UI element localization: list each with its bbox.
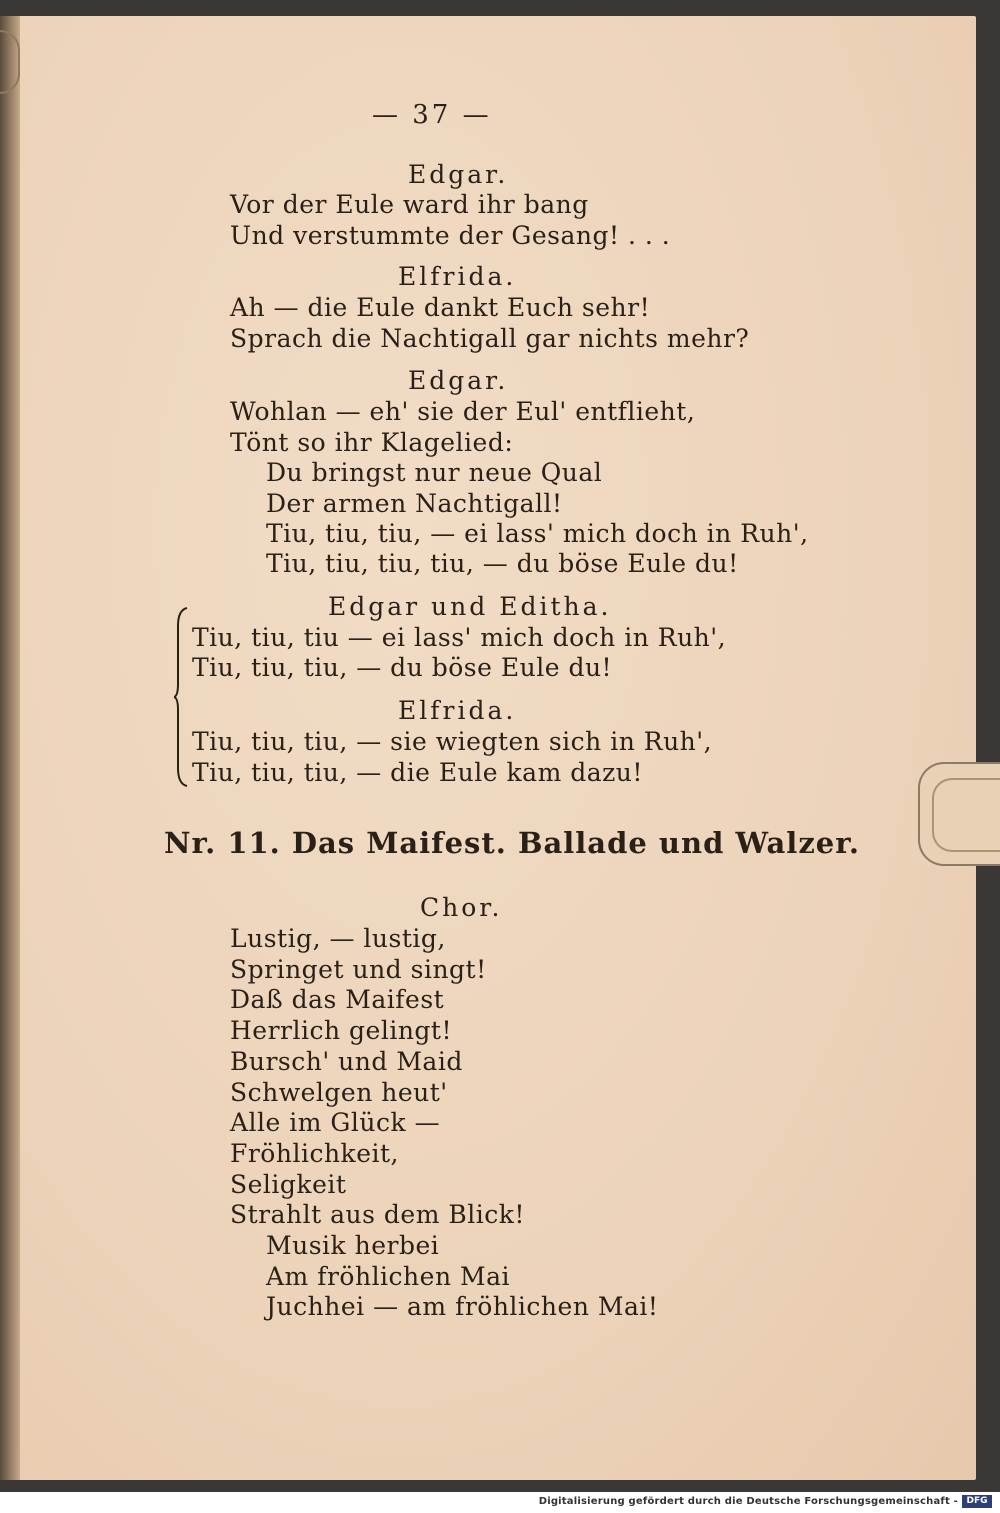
verse-line: Daß das Maifest <box>230 985 445 1014</box>
verse-line: Tiu, tiu, tiu, — du böse Eule du! <box>192 653 613 682</box>
verse-line: Bursch' und Maid <box>230 1047 463 1076</box>
page-clip-inner <box>932 778 1000 852</box>
verse-line: Musik herbei <box>266 1231 440 1260</box>
speaker-label: Edgar. <box>408 160 509 189</box>
speaker-label: Elfrida. <box>398 262 517 291</box>
verse-line: Sprach die Nachtigall gar nichts mehr? <box>230 324 750 353</box>
footer-bar <box>0 1492 1000 1513</box>
verse-line: Tönt so ihr Klagelied: <box>230 428 514 457</box>
speaker-label: Elfrida. <box>398 696 517 725</box>
curly-brace <box>174 606 188 788</box>
speaker-label: Chor. <box>420 893 503 922</box>
verse-line: Schwelgen heut' <box>230 1078 448 1107</box>
verse-line: Alle im Glück — <box>230 1108 441 1137</box>
dfg-logo: DFG <box>962 1495 992 1508</box>
verse-line: Juchhei — am fröhlichen Mai! <box>266 1292 659 1321</box>
verse-line: Strahlt aus dem Blick! <box>230 1200 525 1229</box>
speaker-label: Edgar. <box>408 366 509 395</box>
verse-line: Tiu, tiu, tiu, tiu, — du böse Eule du! <box>266 549 739 578</box>
verse-line: Lustig, — lustig, <box>230 924 446 953</box>
verse-line: Fröhlichkeit, <box>230 1139 399 1168</box>
verse-line: Herrlich gelingt! <box>230 1016 453 1045</box>
book-spine <box>0 16 20 1480</box>
verse-line: Und verstummte der Gesang! . . . <box>230 221 671 250</box>
footer-credit: Digitalisierung gefördert durch die Deutsche Forschungsgemeinschaft - <box>538 1496 958 1507</box>
verse-line: Ah — die Eule dankt Euch sehr! <box>230 293 651 322</box>
verse-line: Tiu, tiu, tiu — ei lass' mich doch in Ruh', <box>192 623 727 652</box>
verse-line: Wohlan — eh' sie der Eul' entflieht, <box>230 397 696 426</box>
verse-line: Springet und singt! <box>230 955 487 984</box>
verse-line: Seligkeit <box>230 1170 347 1199</box>
verse-line: Tiu, tiu, tiu, — ei lass' mich doch in Ruh', <box>266 519 809 548</box>
verse-line: Vor der Eule ward ihr bang <box>230 190 589 219</box>
binding-ring <box>0 30 20 94</box>
section-heading: Nr. 11. Das Maifest. Ballade und Walzer. <box>164 826 860 860</box>
verse-line: Der armen Nachtigall! <box>266 489 563 518</box>
verse-line: Tiu, tiu, tiu, — sie wiegten sich in Ruh', <box>192 727 713 756</box>
page-number: — 37 — <box>372 100 492 130</box>
verse-line: Am fröhlichen Mai <box>266 1262 510 1291</box>
verse-line: Tiu, tiu, tiu, — die Eule kam dazu! <box>192 758 643 787</box>
verse-line: Du bringst nur neue Qual <box>266 458 603 487</box>
speaker-label: Edgar und Editha. <box>328 592 612 621</box>
